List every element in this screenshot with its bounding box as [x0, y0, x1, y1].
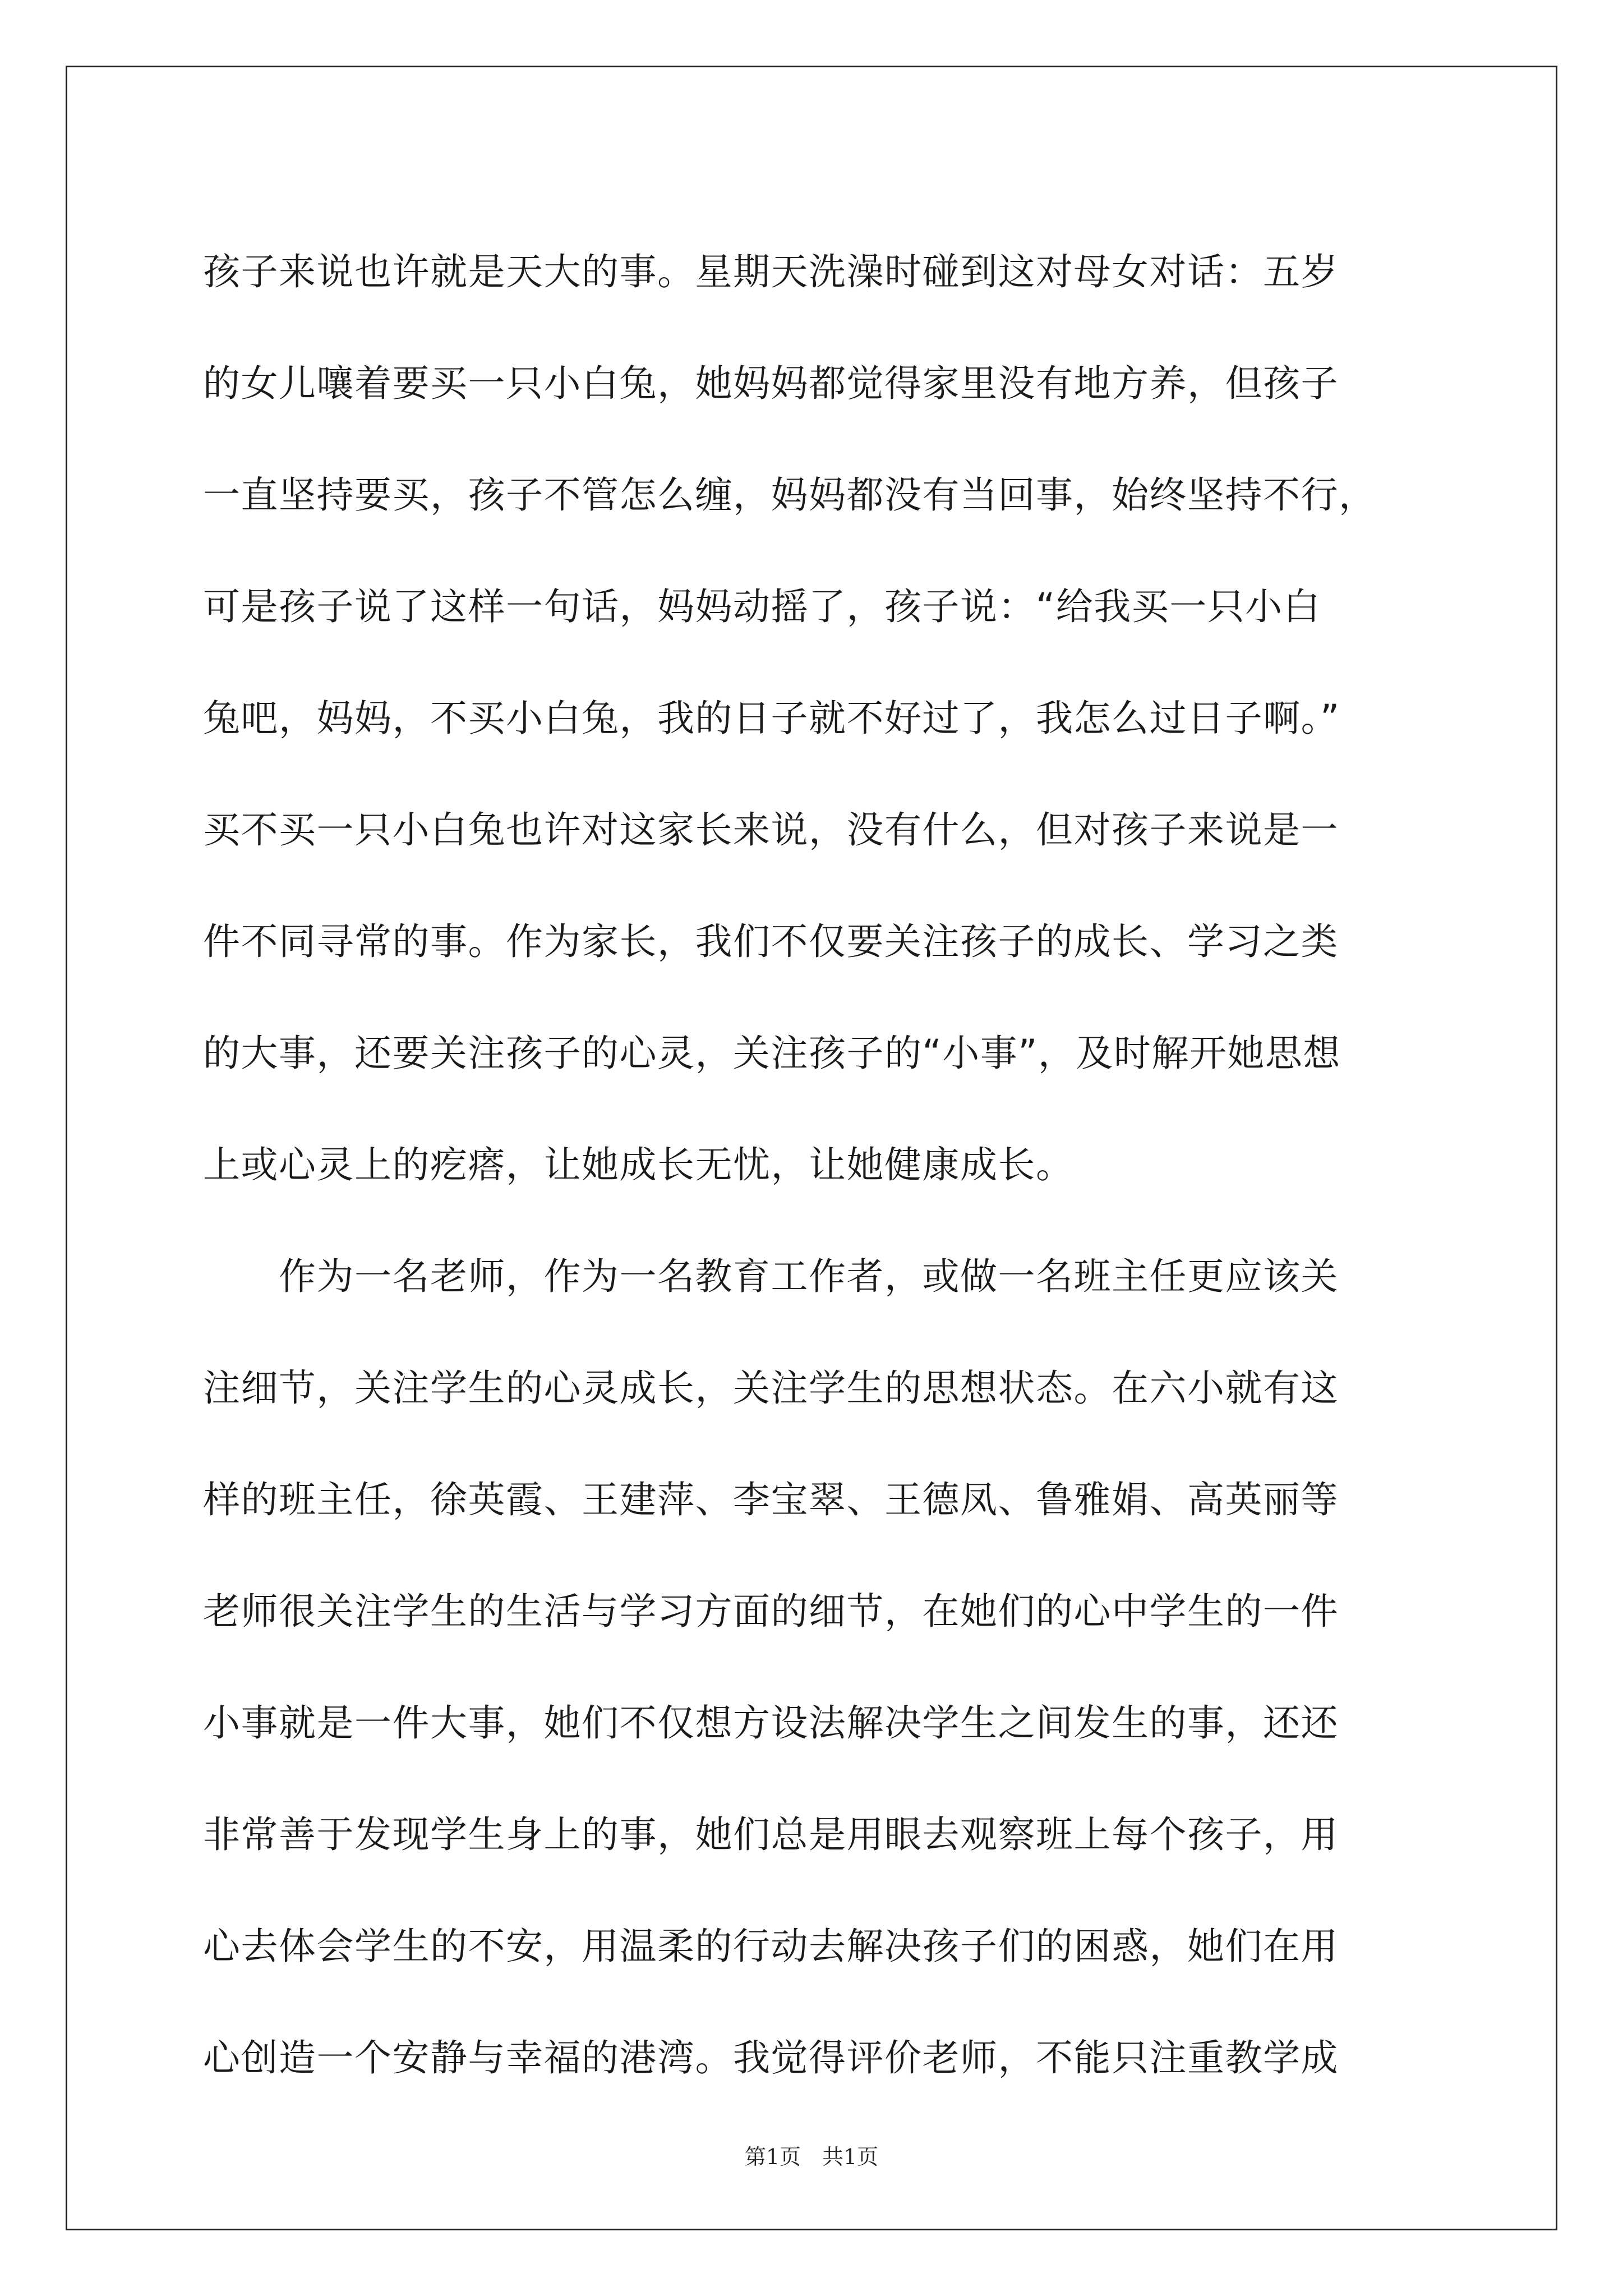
text-line: 心创造一个安静与幸福的港湾。我觉得评价老师，不能只注重教学成: [203, 2036, 1339, 2079]
text-line: 一直坚持要买，孩子不管怎么缠，妈妈都没有当回事，始终坚持不行，: [203, 473, 1377, 517]
text-line: 心去体会学生的不安，用温柔的行动去解决孩子们的困惑，她们在用: [203, 1925, 1339, 1968]
text-line: 注细节，关注学生的心灵成长，关注学生的思想状态。在六小就有这: [203, 1366, 1339, 1410]
text-line: 买不买一只小白兔也许对这家长来说，没有什么，但对孩子来说是一: [203, 808, 1339, 852]
page-footer: 第1页 共1页: [744, 2145, 879, 2169]
text-line: 的女儿嚷着要买一只小白兔，她妈妈都觉得家里没有地方养，但孩子: [203, 362, 1339, 405]
text-line: 兔吧，妈妈，不买小白兔，我的日子就不好过了，我怎么过日子啊。”: [203, 697, 1340, 740]
text-line: 老师很关注学生的生活与学习方面的细节，在她们的心中学生的一件: [203, 1590, 1339, 1633]
text-line: 件不同寻常的事。作为家长，我们不仅要关注孩子的成长、学习之类: [203, 920, 1339, 963]
text-line: 的大事，还要关注孩子的心灵，关注孩子的“小事”，及时解开她思想: [203, 1032, 1341, 1075]
text-line: 孩子来说也许就是天大的事。星期天洗澡时碰到这对母女对话：五岁: [203, 250, 1339, 293]
text-line: 小事就是一件大事，她们不仅想方设法解决学生之间发生的事，还还: [203, 1701, 1339, 1745]
text-line: 非常善于发现学生身上的事，她们总是用眼去观察班上每个孩子，用: [203, 1813, 1339, 1856]
text-line: 样的班主任，徐英霞、王建萍、李宝翠、王德凤、鲁雅娟、高英丽等: [203, 1478, 1339, 1521]
text-line: 作为一名老师，作为一名教育工作者，或做一名班主任更应该关: [203, 1255, 1339, 1298]
text-line: 可是孩子说了这样一句话，妈妈动摇了，孩子说：“给我买一只小白: [203, 585, 1321, 628]
text-line: 上或心灵上的疙瘩，让她成长无忧，让她健康成长。: [203, 1143, 1074, 1186]
document-body: [203, 216, 1431, 2114]
